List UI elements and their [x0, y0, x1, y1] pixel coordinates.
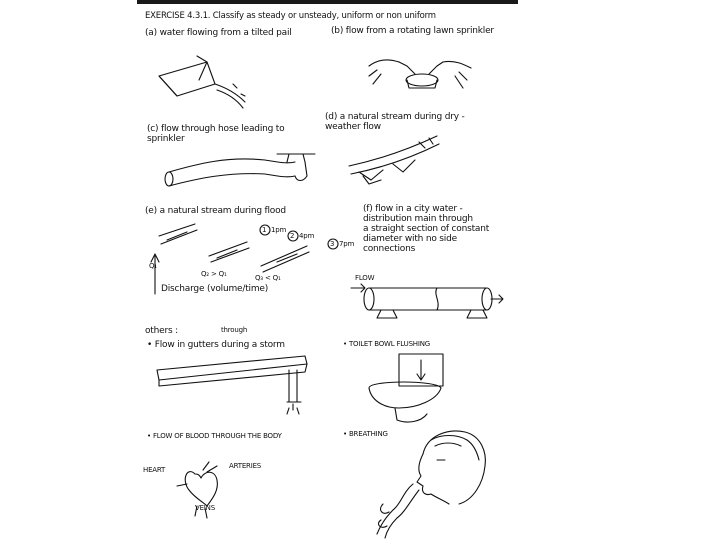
discharge-label: Discharge (volume/time) — [161, 284, 269, 294]
breathing-label: • BREATHING — [343, 430, 388, 438]
item-c-label: (c) flow through hose leading to sprinkler — [147, 124, 285, 144]
breathing-face-sketch — [377, 431, 485, 538]
flood-time-4pm: 4pm — [299, 232, 315, 240]
flood-n1: 1 — [262, 226, 267, 234]
others-heading: others : — [145, 326, 178, 336]
flood-n2: 2 — [290, 232, 295, 240]
others-insert-through: through — [221, 326, 248, 334]
exercise-title: EXERCISE 4.3.1. Classify as steady or unsteady, uniform or non uniform — [145, 11, 436, 21]
hose-sprinkler-sketch — [165, 154, 315, 186]
flood-q1-label: Q₁ — [149, 262, 157, 270]
heart-label: HEART — [143, 466, 166, 474]
stream-dry-weather-sketch — [349, 136, 439, 184]
gutter-sketch — [157, 356, 307, 414]
item-d-label: (d) a natural stream during dry - weather flow — [325, 112, 465, 132]
item-f-label: (f) flow in a city water - distribution main through a straight section of constant diameter with no side connections — [363, 204, 490, 254]
worksheet-page — [137, 4, 518, 540]
flood-time-7pm: 7pm — [339, 240, 355, 248]
gutters-label: • Flow in gutters during a storm — [147, 340, 285, 350]
flow-label: FLOW — [355, 274, 375, 282]
veins-label: VEINS — [195, 504, 215, 512]
tilted-pail-sketch — [159, 56, 245, 108]
item-a-label: (a) water flowing from a tilted pail — [145, 28, 292, 38]
item-e-label: (e) a natural stream during flood — [145, 206, 286, 216]
toilet-label: • TOILET BOWL FLUSHING — [343, 340, 430, 348]
water-main-pipe-sketch — [351, 284, 503, 318]
flood-q3-label: Q₃ < Q₁ — [255, 274, 281, 282]
flood-q2-label: Q₂ > Q₁ — [201, 270, 227, 278]
arteries-label: ARTERIES — [229, 462, 262, 470]
lawn-sprinkler-sketch — [369, 60, 471, 88]
blood-label: • FLOW OF BLOOD THROUGH THE BODY — [147, 432, 282, 440]
flood-time-1pm: 1pm — [271, 226, 287, 234]
hand-drawn-sketches — [137, 4, 518, 540]
item-b-label: (b) flow from a rotating lawn sprinkler — [331, 26, 494, 36]
flood-n3: 3 — [330, 240, 335, 248]
toilet-sketch — [369, 354, 443, 422]
